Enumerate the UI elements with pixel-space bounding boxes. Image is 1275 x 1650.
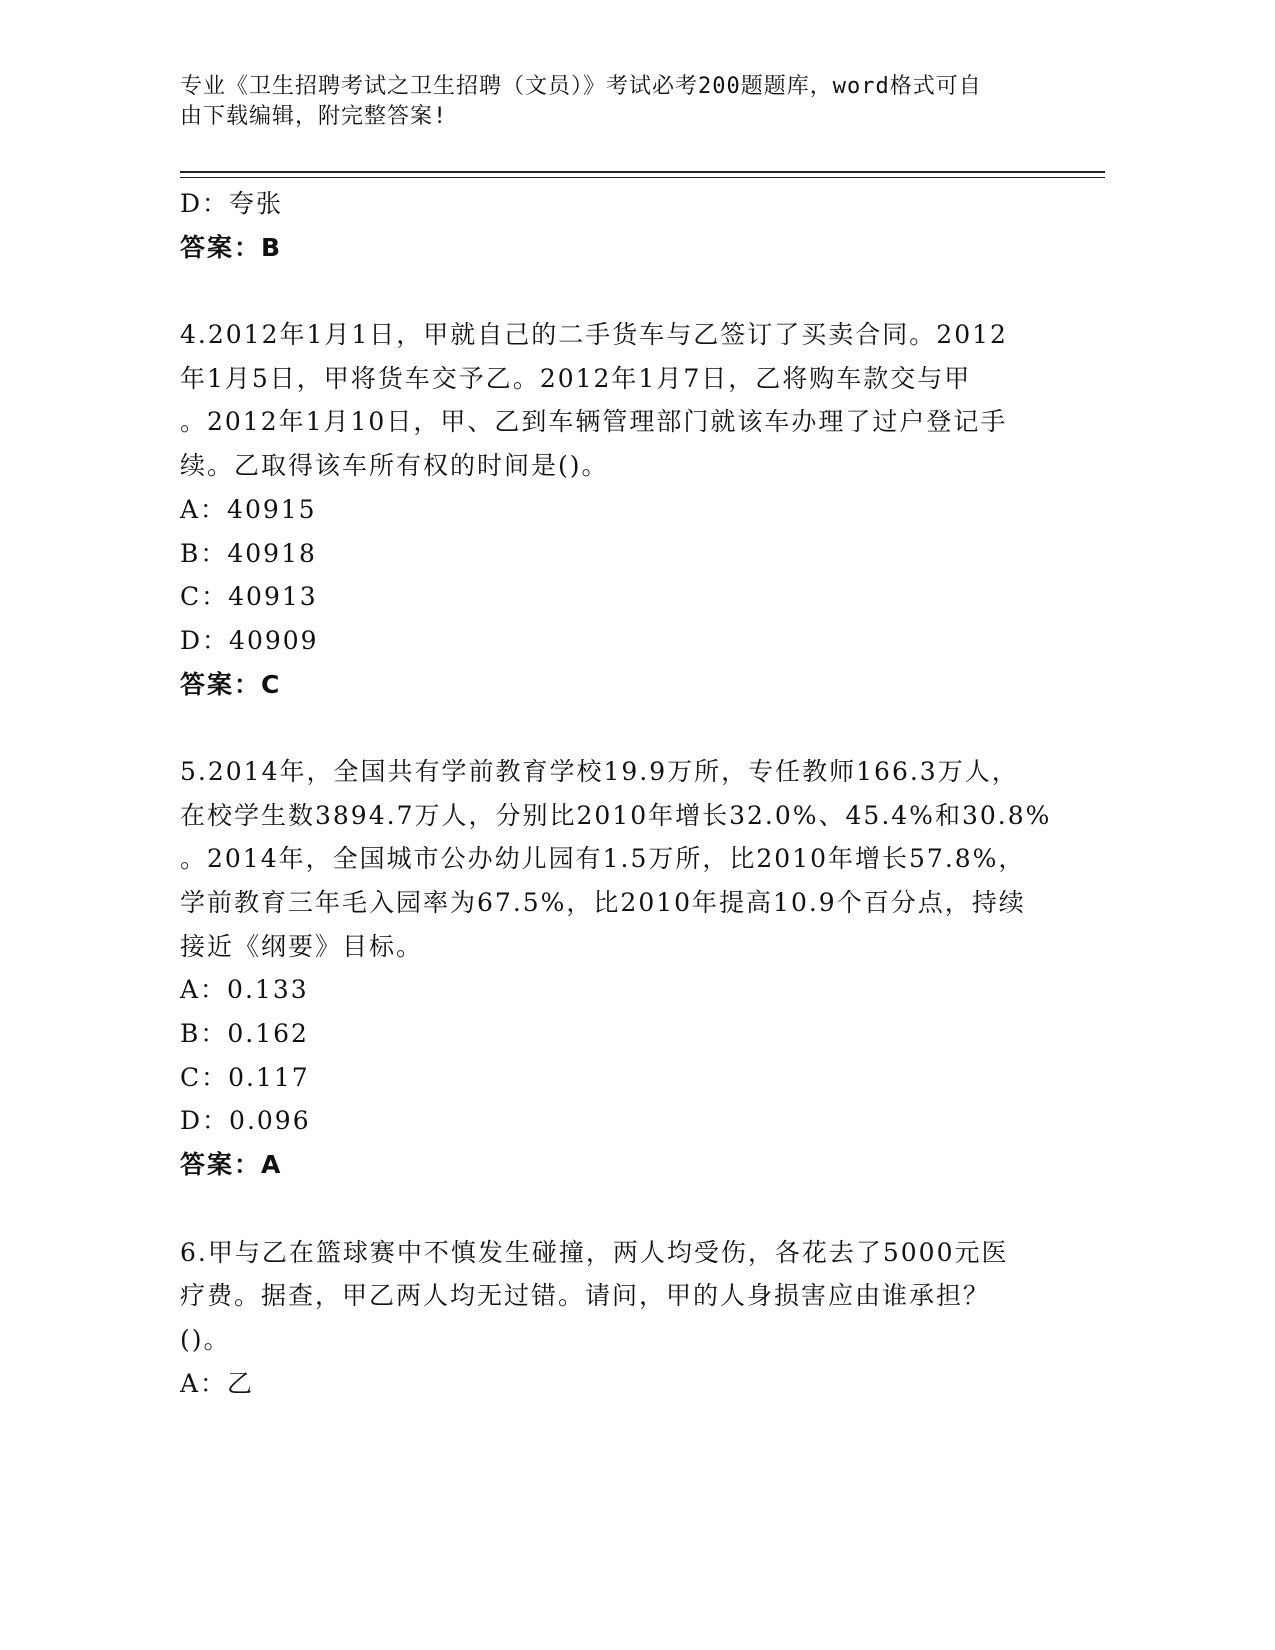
question-stem-line: 6.甲与乙在篮球赛中不慎发生碰撞，两人均受伤，各花去了5000元医 [180,1237,1009,1267]
spacer [180,269,1040,313]
question-stem-line: 。2012年1月10日，甲、乙到车辆管理部门就该车办理了过户登记手 [180,407,1008,437]
question-stem-line: 续。乙取得该车所有权的时间是()。 [180,451,609,481]
header-line-2: 由下载编辑，附完整答案! [180,104,448,129]
question-5 [180,750,1052,1187]
question-stem-line: 5.2014年，全国共有学前教育学校19.9万所，专任教师166.3万人， [180,756,1019,786]
option-d: D：夸张 [180,189,284,218]
question-4 [180,313,1040,706]
option-b: B：40918 [180,538,317,568]
question-stem-line: 。2014年，全国城市公办幼儿园有1.5万所，比2010年增长57.8%， [180,844,1026,874]
question-stem-line: 接近《纲要》目标。 [180,931,424,961]
option-a: A：40915 [180,494,317,524]
question-stem-line: 疗费。据查，甲乙两人均无过错。请问，甲的人身损害应由谁承担？ [180,1281,991,1311]
question-stem-line: ()。 [180,1324,231,1354]
header-divider-thick [180,171,1105,173]
option-a: A：0.133 [180,975,309,1005]
header-line-1: 专业《卫生招聘考试之卫生招聘（文员）》考试必考200题题库，word格式可自 [180,74,982,99]
answer: 答案：A [180,1150,283,1180]
header-divider-thin [180,177,1105,178]
spacer [180,706,1040,750]
question-stem-line: 4.2012年1月1日，甲就自己的二手货车与乙签订了买卖合同。2012 [180,320,1008,350]
option-b: B：0.162 [180,1019,309,1049]
question-stem-line: 学前教育三年毛入园率为67.5%，比2010年提高10.9个百分点，持续 [180,888,1026,917]
document-header [180,72,1080,132]
option-a: A：乙 [180,1368,255,1398]
answer: 答案：C [180,669,282,699]
question-3 [180,182,1040,269]
option-d: D：0.096 [180,1106,311,1136]
spacer [180,1187,1040,1231]
option-c: C：40913 [180,582,318,612]
document-body [180,182,1052,1405]
answer: 答案：B [180,232,283,262]
option-d: D：40909 [180,625,319,655]
question-stem-line: 年1月5日，甲将货车交予乙。2012年1月7日，乙将购车款交与甲 [180,363,972,393]
question-stem-line: 在校学生数3894.7万人，分别比2010年增长32.0%、45.4%和30.8% [180,800,1052,830]
question-6 [180,1231,1040,1406]
option-c: C：0.117 [180,1062,310,1092]
